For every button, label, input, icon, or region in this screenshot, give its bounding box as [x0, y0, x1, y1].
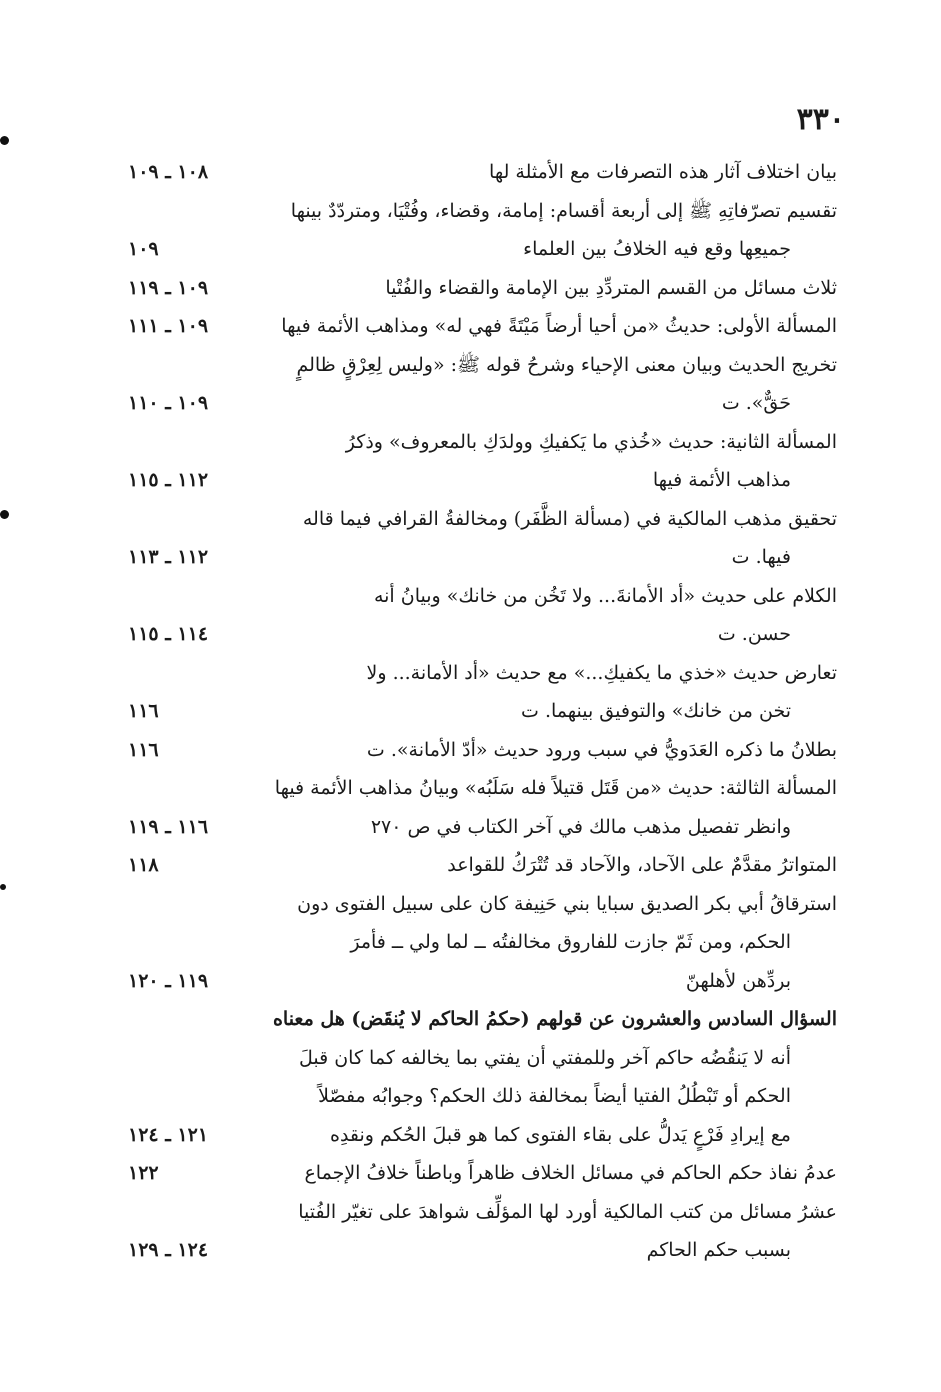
index-entry-line: المسألة الثالثة: حديث «من قَتَل قتيلاً فله سَلَبُه» وبيانُ مذاهب الأئمة فيها — [274, 777, 837, 799]
index-entry-line: الكلام على حديث «أد الأمانةَ... ولا تَخُن من خانك» وبيانُ أنه — [373, 584, 837, 607]
page-number: ٣٣٠ — [796, 102, 845, 137]
page-range: ١٠٩ — [128, 238, 159, 260]
index-entry-line: حسن. ت — [717, 623, 791, 645]
index-entry-line: حَقٌّ». ت — [721, 392, 791, 414]
page-range: ١١٢ ـ ١١٥ — [128, 469, 209, 491]
page-range: ١١٨ — [128, 854, 159, 876]
index-entry-line: جميعِها وقع فيه الخلافُ بين العلماء — [523, 238, 791, 260]
index-entry-line: تقسيم تصرّفاتِهِ ﷺ إلى أربعة أقسام: إمامة، وقضاء، وفُتْيَا، ومتردّدٌ بينها — [290, 199, 837, 222]
page-range: ١٢٤ ـ ١٢٩ — [128, 1239, 209, 1261]
index-entry-line: فيها. ت — [731, 546, 791, 568]
index-entry-line: أنه لا يَنقُضُه حاكم آخر وللمفتي أن يفتي بما يخالفه كما كان قبلَ — [298, 1046, 791, 1069]
index-entry-line: بيان اختلاف آثار هذه التصرفات مع الأمثلة لها — [489, 161, 837, 183]
index-entry-line: مع إيرادِ فَرْعٍ يَدلُّ على بقاء الفتوى كما هو قبلَ الحُكم ونقدِه — [329, 1123, 791, 1146]
index-entry-line: وانظر تفصيل مذهب مالك في آخر الكتاب في ص ٢٧٠ — [370, 815, 791, 838]
index-entry-line: الحكم، ومن ثَمّ جازت للفاروق مخالفتُه ــ لما ولي ــ فأمرَ — [350, 931, 791, 953]
binding-mark — [0, 510, 9, 519]
index-entry-line: تعارض حديث «خذي ما يكفيكِ...» مع حديث «أد الأمانة... ولا — [366, 661, 837, 684]
page-range: ١٠٨ ـ ١٠٩ — [128, 161, 209, 183]
index-entry-line: السؤال السادس والعشرون عن قولهم (حكمُ الحاكم لا يُنقَض) هل معناه — [272, 1008, 837, 1030]
binding-mark — [0, 884, 6, 890]
index-entry-line: بسبب حكم الحاكم — [646, 1239, 791, 1261]
index-entry-line: عدمُ نفاذ حكم الحاكم في مسائل الخلاف ظاهراً وباطناً خلافُ الإجماع — [304, 1162, 837, 1184]
index-entry-line: عشرُ مسائل من كتب المالكية أورد لها المؤلِّف شواهدَ على تغيّر الفُتيا — [298, 1200, 837, 1223]
page-range: ١١٦ — [128, 738, 159, 761]
page-range: ١١٢ ـ ١١٣ — [128, 546, 209, 568]
page-range: ١١٩ ـ ١٢٠ — [128, 969, 209, 992]
index-entry-line: المسألة الثانية: حديث «خُذي ما يَكفيكِ وولدَكِ بالمعروف» وذكرُ — [345, 430, 837, 453]
index-entry-line: بطلانُ ما ذكره العَدَويُّ في سبب ورود حديث «أدّ الأمانة». ت — [366, 738, 837, 761]
index-entry-line: تخريج الحديث وبيان معنى الإحياء وشرحُ قوله ﷺ: «وليس لِعِرْقٍ ظالمٍ — [296, 353, 837, 376]
binding-mark — [0, 136, 9, 145]
index-entry-line: ثلاث مسائل من القسم المتردِّدِ بين الإمامة والقضاء والفُتْيا — [385, 276, 837, 299]
page-range: ١١٦ — [128, 700, 159, 722]
index-entry-line: تحقيق مذهب المالكية في (مسألة الظَّفَر) ومخالفةُ القرافي فيما قاله — [302, 507, 837, 530]
index-entry-line: بردِّهن لأهلهنّ — [685, 969, 791, 992]
index-entry-line: تخن من خانك» والتوفيق بينهما. ت — [521, 700, 791, 722]
index-entry-line: الحكم أو تَبْطُلُ الفتيا أيضاً بمخالفة ذلك الحكم؟ وجوابُه مفصّلاً — [318, 1085, 791, 1107]
index-entry-line: استرقاقُ أبي بكر الصديق سبايا بني حَنِيفة كان على سبيل الفتوى دون — [297, 892, 837, 915]
page-range: ١٠٩ ـ ١١٠ — [128, 392, 209, 414]
index-entry-line: مذاهب الأئمة فيها — [652, 469, 791, 491]
page-range: ١٢٢ — [128, 1162, 159, 1184]
page-range: ١١٦ ـ ١١٩ — [128, 815, 209, 838]
page-range: ١١٤ ـ ١١٥ — [128, 623, 209, 645]
index-entry-line: المسألة الأولى: حديثُ «من أحيا أرضاً مَيْتَةً فهي له» ومذاهب الأئمة فيها — [281, 315, 837, 337]
page-range: ١٢١ ـ ١٢٤ — [128, 1123, 209, 1146]
page-range: ١٠٩ ـ ١١٩ — [128, 276, 209, 299]
page-range: ١٠٩ ـ ١١١ — [128, 315, 209, 337]
index-entry-line: المتواترُ مقدَّمٌ على الآحاد، والآحاد قد تُتْرَكُ للقواعد — [447, 854, 837, 876]
